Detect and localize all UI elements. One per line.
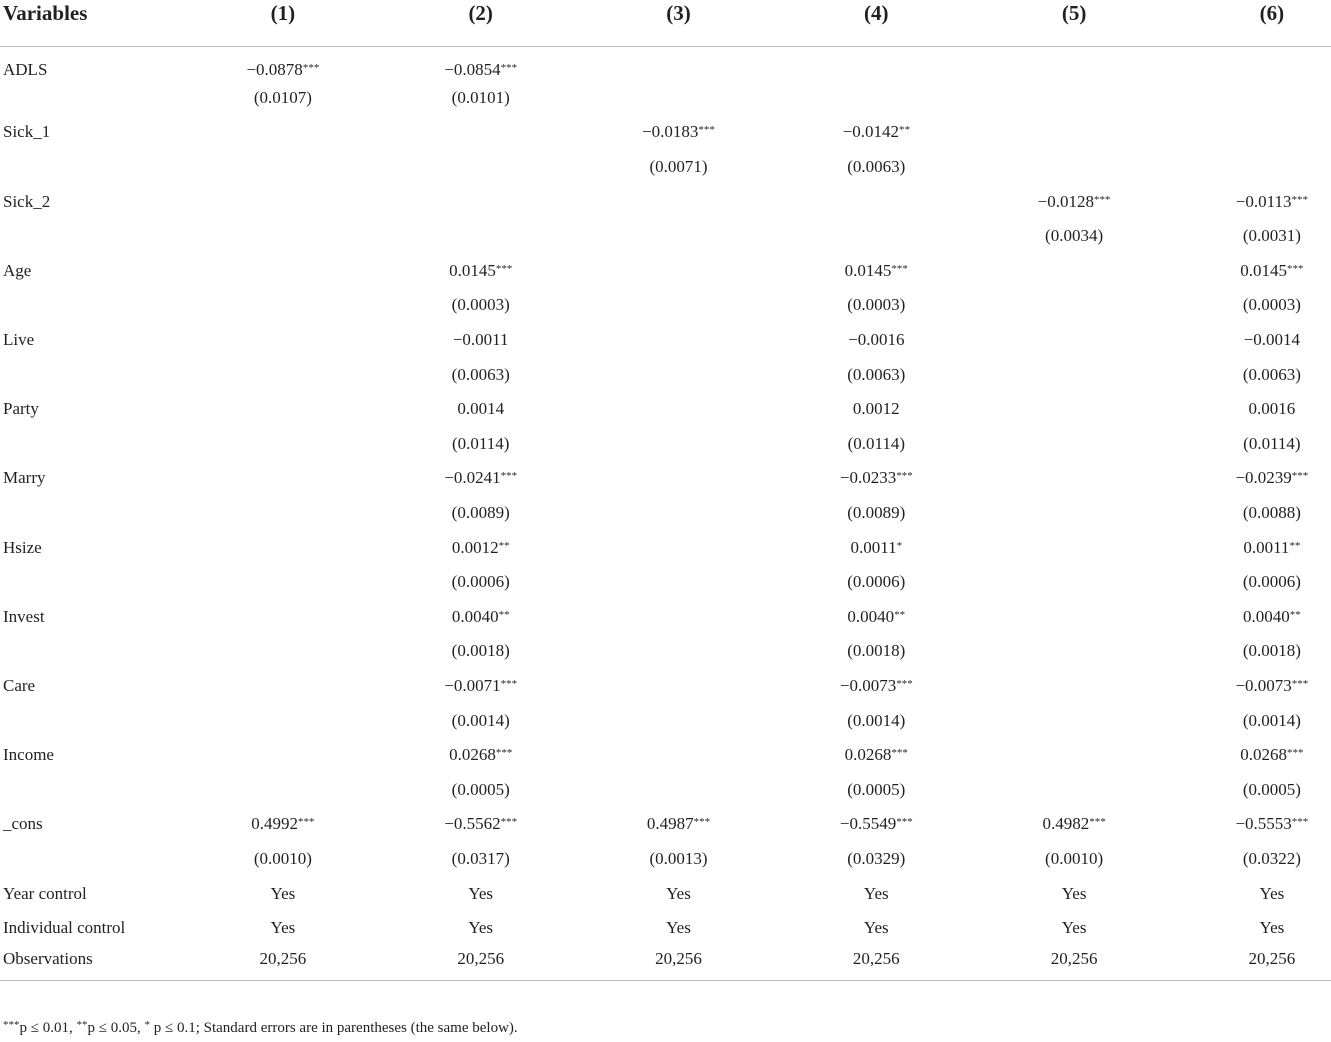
table-cell: Yes: [863, 918, 889, 938]
table-cell: 0.0040**: [451, 606, 510, 626]
table-cell: −0.0014: [1243, 330, 1301, 350]
table-cell: 0.0014: [457, 399, 505, 419]
table-cell: −0.0239***: [1235, 468, 1309, 488]
table-row: [0, 219, 1331, 254]
table-cell: [184, 150, 382, 185]
table-cell: [580, 323, 778, 358]
table-cell: Yes: [666, 883, 691, 903]
table-cell: (0.0063): [847, 157, 906, 177]
table-cell: 20,256: [580, 945, 778, 980]
table-cell: (0.0006): [1242, 572, 1301, 592]
table-cell: (0.0114): [451, 433, 510, 453]
table-row: [0, 876, 1331, 911]
table-cell: [184, 357, 382, 392]
table-row: [0, 150, 1331, 185]
table-cell: −0.5562***: [444, 814, 518, 834]
row-label: Sick_1: [3, 122, 51, 142]
table-cell: −0.0183***: [642, 122, 715, 142]
table-cell: Yes: [1259, 883, 1285, 903]
header-variables: Variables: [0, 0, 184, 46]
table-cell: [777, 184, 975, 219]
table-row: [0, 703, 1331, 738]
row-label: Invest: [3, 606, 45, 626]
table-cell: [580, 254, 778, 289]
table-row: [0, 842, 1331, 877]
row-label: [0, 150, 184, 185]
table-cell: [184, 392, 382, 427]
table-cell: −0.0878***: [246, 59, 320, 79]
table-cell: [580, 634, 778, 669]
table-cell: [975, 427, 1173, 462]
table-cell: (0.0101): [451, 87, 510, 107]
table-cell: [184, 115, 382, 150]
table-cell: 0.0011*: [850, 537, 903, 557]
table-cell: 20,256: [1173, 945, 1331, 980]
row-label: _cons: [3, 814, 43, 834]
table-cell: −0.0113***: [1235, 191, 1308, 211]
row-label: Income: [3, 745, 54, 765]
table-cell: 0.0268***: [449, 745, 513, 765]
table-row: [0, 81, 1331, 116]
table-cell: [777, 46, 975, 81]
table-cell: [184, 772, 382, 807]
table-cell: (0.0031): [1242, 226, 1301, 246]
table-cell: 0.0268***: [844, 745, 908, 765]
table-cell: (0.0114): [847, 433, 906, 453]
table-cell: −0.0241***: [444, 468, 518, 488]
table-row: [0, 600, 1331, 635]
table-cell: Yes: [468, 918, 494, 938]
row-label: Care: [3, 675, 36, 695]
table-cell: 0.0145***: [844, 260, 908, 280]
table-cell: (0.0003): [847, 295, 906, 315]
row-label: [0, 427, 184, 462]
table-cell: [580, 357, 778, 392]
table-cell: (0.0089): [451, 503, 510, 523]
row-label: Hsize: [3, 537, 42, 557]
row-label: [0, 496, 184, 531]
table-cell: [184, 288, 382, 323]
table-cell: [184, 600, 382, 635]
row-label: [0, 842, 184, 877]
table-cell: (0.0005): [451, 779, 510, 799]
table-row: [0, 496, 1331, 531]
footnote-text: ***p ≤ 0.01, **p ≤ 0.05, * p ≤ 0.1; Standard errors are in parentheses (the same below).: [3, 1019, 518, 1036]
table-cell: (0.0010): [253, 848, 312, 868]
row-label: Live: [3, 330, 35, 350]
table-cell: [1173, 115, 1331, 150]
table-cell: −0.0233***: [839, 468, 913, 488]
row-label: [0, 81, 184, 116]
table-cell: [975, 323, 1173, 358]
table-cell: [975, 669, 1173, 704]
table-cell: [382, 150, 580, 185]
table-cell: [580, 530, 778, 565]
table-cell: −0.0142**: [842, 122, 910, 142]
table-header: [0, 0, 1331, 46]
table-cell: [580, 738, 778, 773]
table-cell: [382, 184, 580, 219]
row-label: ADLS: [3, 59, 48, 79]
table-cell: −0.0071***: [444, 675, 518, 695]
table-cell: [580, 496, 778, 531]
table-cell: [580, 81, 778, 116]
table-cell: [184, 634, 382, 669]
table-row: [0, 911, 1331, 946]
table-cell: [184, 565, 382, 600]
table-cell: [975, 496, 1173, 531]
table-row: [0, 427, 1331, 462]
table-cell: (0.0018): [451, 641, 510, 661]
row-label: [0, 219, 184, 254]
table-cell: [580, 703, 778, 738]
table-row: [0, 254, 1331, 289]
table-cell: [580, 669, 778, 704]
table-cell: [184, 323, 382, 358]
table-row: [0, 634, 1331, 669]
table-cell: (0.0034): [1045, 226, 1104, 246]
table-cell: [184, 496, 382, 531]
table-row: [0, 184, 1331, 219]
table-cell: 0.0012: [852, 399, 900, 419]
table-cell: [1173, 150, 1331, 185]
table-row: [0, 807, 1331, 842]
table-cell: [975, 703, 1173, 738]
table-cell: Yes: [270, 883, 296, 903]
row-label: Observations: [0, 945, 184, 980]
table-cell: [975, 254, 1173, 289]
table-cell: (0.0063): [1242, 364, 1301, 384]
table-cell: (0.0003): [451, 295, 510, 315]
table-cell: 20,256: [975, 945, 1173, 980]
table-cell: (0.0018): [1242, 641, 1301, 661]
table-cell: −0.0016: [848, 330, 905, 350]
table-cell: 0.4982***: [1042, 814, 1106, 834]
table-cell: Yes: [1061, 918, 1087, 938]
table-cell: (0.0014): [847, 710, 906, 730]
row-label: Sick_2: [3, 191, 51, 211]
table-cell: 0.0016: [1248, 399, 1296, 419]
header-col-6: (6): [1173, 0, 1331, 46]
table-cell: [975, 565, 1173, 600]
table-row: [0, 392, 1331, 427]
table-cell: [580, 600, 778, 635]
table-cell: −0.0011: [452, 330, 509, 350]
table-cell: [184, 254, 382, 289]
table-cell: [777, 219, 975, 254]
table-cell: [184, 703, 382, 738]
table-cell: (0.0329): [847, 848, 906, 868]
table-cell: [184, 530, 382, 565]
table-cell: (0.0114): [1243, 433, 1301, 453]
table-cell: 0.0011**: [1243, 537, 1301, 557]
row-label: Individual control: [3, 918, 126, 938]
header-col-3: (3): [580, 0, 778, 46]
table-cell: 20,256: [382, 945, 580, 980]
table-cell: [184, 219, 382, 254]
table-cell: 0.4987***: [646, 814, 711, 834]
table-cell: (0.0107): [253, 87, 312, 107]
row-label: Age: [3, 260, 32, 280]
table-cell: [580, 461, 778, 496]
row-label: Year control: [3, 883, 87, 903]
table-cell: (0.0317): [451, 848, 510, 868]
table-row: [0, 323, 1331, 358]
row-label: Marry: [3, 468, 46, 488]
table-row: [0, 357, 1331, 392]
table-cell: [184, 184, 382, 219]
table-cell: [975, 600, 1173, 635]
table-cell: −0.0073***: [1235, 675, 1309, 695]
header-col-4: (4): [777, 0, 975, 46]
table-cell: (0.0063): [451, 364, 510, 384]
table-cell: −0.0128***: [1037, 191, 1111, 211]
table-cell: [580, 427, 778, 462]
table-cell: [580, 288, 778, 323]
table-cell: (0.0071): [649, 157, 708, 177]
table-cell: 0.0040**: [1243, 606, 1301, 626]
table-row: [0, 288, 1331, 323]
row-label: [0, 772, 184, 807]
table-cell: 0.4992***: [251, 814, 315, 834]
table-footnote: [3, 1019, 518, 1037]
row-label: [0, 565, 184, 600]
table-cell: [975, 738, 1173, 773]
table-cell: 0.0012**: [451, 537, 510, 557]
table-cell: (0.0089): [847, 503, 906, 523]
table-row: [0, 945, 1331, 980]
table-cell: (0.0088): [1242, 503, 1301, 523]
table-cell: [184, 427, 382, 462]
table-row: [0, 669, 1331, 704]
table-cell: 0.0040**: [847, 606, 906, 626]
table-cell: [975, 150, 1173, 185]
table-row: [0, 772, 1331, 807]
table-cell: [382, 219, 580, 254]
table-cell: [580, 772, 778, 807]
table-row: [0, 565, 1331, 600]
table-cell: 0.0268***: [1240, 745, 1304, 765]
table-cell: [1173, 81, 1331, 116]
table-cell: [1173, 46, 1331, 81]
table-cell: [975, 392, 1173, 427]
table-cell: (0.0006): [847, 572, 906, 592]
header-row: [0, 0, 1331, 46]
table-cell: [184, 669, 382, 704]
table-cell: (0.0013): [649, 848, 708, 868]
row-label: [0, 288, 184, 323]
table-cell: (0.0322): [1242, 848, 1301, 868]
table-row: [0, 46, 1331, 81]
table-cell: [975, 357, 1173, 392]
table-cell: 20,256: [777, 945, 975, 980]
row-label: [0, 634, 184, 669]
row-label: [0, 357, 184, 392]
table-cell: [975, 288, 1173, 323]
table-cell: [975, 634, 1173, 669]
table-cell: [580, 184, 778, 219]
table-cell: −0.0854***: [444, 59, 518, 79]
header-col-5: (5): [975, 0, 1173, 46]
table-cell: 20,256: [184, 945, 382, 980]
table-cell: −0.5553***: [1235, 814, 1309, 834]
table-cell: 0.0145***: [449, 260, 513, 280]
table-cell: (0.0014): [451, 710, 510, 730]
table-cell: (0.0010): [1045, 848, 1104, 868]
row-label: [0, 703, 184, 738]
table-cell: (0.0005): [1242, 779, 1301, 799]
table-cell: [975, 115, 1173, 150]
table-cell: [580, 392, 778, 427]
table-cell: [580, 219, 778, 254]
table-cell: [975, 461, 1173, 496]
table-cell: Yes: [1061, 883, 1087, 903]
table-cell: (0.0003): [1242, 295, 1301, 315]
table-cell: (0.0014): [1242, 710, 1301, 730]
table-body: [0, 46, 1331, 980]
table-cell: [975, 772, 1173, 807]
table-cell: (0.0005): [847, 779, 906, 799]
table-cell: [184, 461, 382, 496]
table-cell: (0.0063): [847, 364, 906, 384]
table-cell: Yes: [1259, 918, 1285, 938]
table-row: [0, 115, 1331, 150]
table-cell: Yes: [270, 918, 296, 938]
table-cell: Yes: [863, 883, 889, 903]
table-row: [0, 530, 1331, 565]
table-cell: [777, 81, 975, 116]
table-cell: [975, 530, 1173, 565]
table-cell: Yes: [666, 918, 691, 938]
table-cell: (0.0006): [451, 572, 510, 592]
table-cell: [184, 738, 382, 773]
table-row: [0, 738, 1331, 773]
table-cell: −0.5549***: [839, 814, 913, 834]
row-label: Party: [3, 399, 39, 419]
table-cell: [580, 46, 778, 81]
table-cell: [975, 46, 1173, 81]
table-cell: [382, 115, 580, 150]
table-cell: Yes: [468, 883, 494, 903]
table-cell: [975, 81, 1173, 116]
table-row: [0, 461, 1331, 496]
table-cell: 0.0145***: [1240, 260, 1304, 280]
header-col-2: (2): [382, 0, 580, 46]
table-cell: (0.0018): [847, 641, 906, 661]
header-col-1: (1): [184, 0, 382, 46]
table-cell: −0.0073***: [839, 675, 913, 695]
table-cell: [580, 565, 778, 600]
